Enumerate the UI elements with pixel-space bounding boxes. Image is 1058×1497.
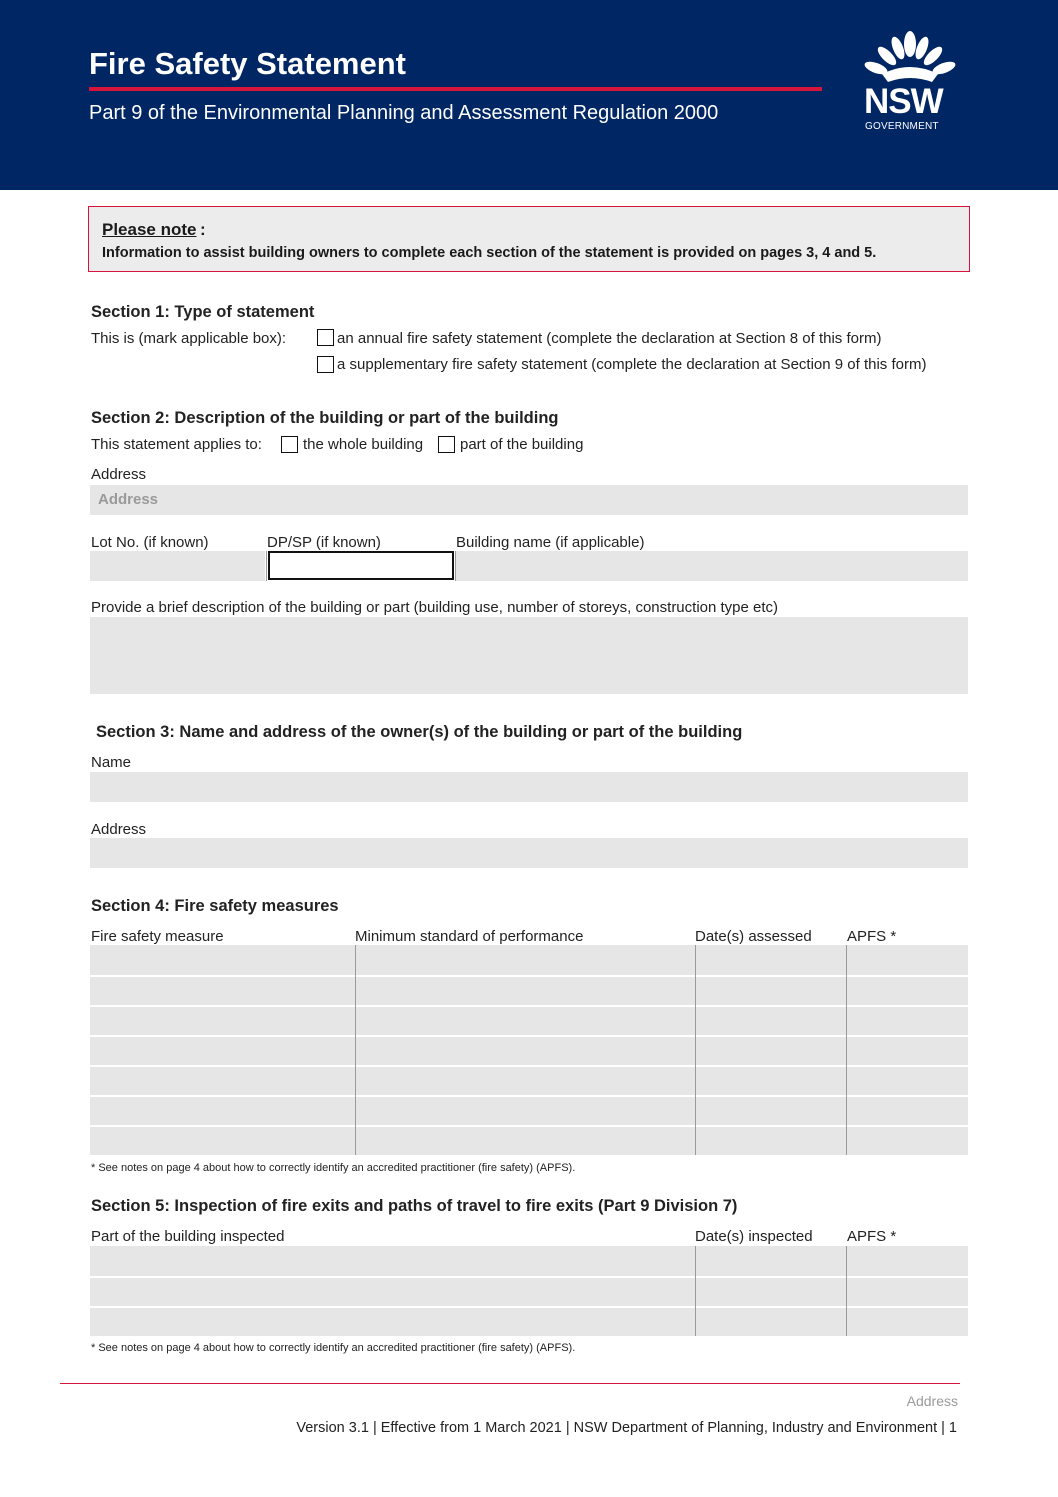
building-name-input[interactable]: [456, 551, 968, 581]
field-divider: [266, 551, 267, 581]
table-row-divider: [90, 1306, 968, 1308]
part-building-label: part of the building: [460, 436, 584, 453]
column-header: Date(s) inspected: [695, 1228, 813, 1245]
table-row-divider: [90, 1035, 968, 1037]
table-column-divider: [846, 945, 847, 1155]
lot-number-label: Lot No. (if known): [91, 534, 209, 551]
building-description-textarea[interactable]: [90, 617, 968, 694]
footer-address-placeholder: Address: [906, 1393, 958, 1409]
fire-exits-inspection-table[interactable]: [90, 1246, 968, 1336]
section2-heading: Section 2: Description of the building or part of the building: [91, 409, 559, 427]
footer-version-text: Version 3.1 | Effective from 1 March 2021 | NSW Department of Planning, Industry and Environment | 1: [296, 1420, 957, 1436]
nsw-government-logo: [862, 30, 958, 134]
column-header: APFS *: [847, 928, 897, 945]
owner-address-input[interactable]: [90, 838, 968, 868]
whole-building-label: the whole building: [303, 436, 424, 453]
table-row-divider: [90, 1276, 968, 1278]
table-column-divider: [846, 1246, 847, 1336]
building-name-label: Building name (if applicable): [456, 534, 645, 551]
column-header: Date(s) assessed: [695, 928, 812, 945]
building-address-placeholder: Address: [98, 491, 159, 508]
lot-number-input[interactable]: [90, 551, 265, 581]
section1-heading: Section 1: Type of statement: [91, 303, 315, 321]
note-colon: :: [200, 220, 206, 239]
table-column-divider: [695, 1246, 696, 1336]
logo-text: NSW: [864, 82, 943, 121]
logo-subtext: GOVERNMENT: [865, 121, 939, 132]
fire-safety-measures-table[interactable]: [90, 945, 968, 1155]
description-label: Provide a brief description of the building or part (building use, number of storeys, construction type etc): [91, 599, 779, 616]
table-row-divider: [90, 975, 968, 977]
section5-heading: Section 5: Inspection of fire exits and paths of travel to fire exits (Part 9 Division 7): [91, 1197, 738, 1215]
title-underline: [89, 87, 822, 91]
supplementary-statement-checkbox[interactable]: [317, 356, 334, 373]
please-note-box: [88, 206, 970, 272]
annual-statement-label: an annual fire safety statement (complete the declaration at Section 8 of this form): [337, 330, 882, 347]
footer-rule: [60, 1383, 960, 1384]
whole-building-checkbox[interactable]: [281, 436, 298, 453]
dpsp-label: DP/SP (if known): [267, 534, 381, 551]
column-header: Part of the building inspected: [91, 1228, 285, 1245]
section4-footnote: * See notes on page 4 about how to correctly identify an accredited practitioner (fire safety) (APFS).: [91, 1162, 576, 1174]
annual-statement-checkbox[interactable]: [317, 329, 334, 346]
supplementary-statement-label: a supplementary fire safety statement (complete the declaration at Section 9 of this form): [337, 356, 927, 373]
note-body: Information to assist building owners to complete each section of the statement is provided on pages 3, 4 and 5.: [102, 245, 877, 261]
section5-footnote: * See notes on page 4 about how to correctly identify an accredited practitioner (fire safety) (APFS).: [91, 1342, 576, 1354]
page-subtitle: Part 9 of the Environmental Planning and Assessment Regulation 2000: [89, 102, 719, 124]
note-heading: Please note: [102, 220, 197, 239]
building-address-input[interactable]: [90, 485, 968, 515]
table-row-divider: [90, 1095, 968, 1097]
building-address-label: Address: [91, 466, 147, 483]
table-row-divider: [90, 1005, 968, 1007]
dpsp-input[interactable]: [268, 551, 454, 580]
applies-to-label: This statement applies to:: [91, 436, 262, 453]
owner-name-label: Name: [91, 754, 132, 771]
column-header: Fire safety measure: [91, 928, 224, 945]
part-building-checkbox[interactable]: [438, 436, 455, 453]
owner-address-label: Address: [91, 821, 147, 838]
column-header: APFS *: [847, 1228, 897, 1245]
table-row-divider: [90, 1065, 968, 1067]
table-column-divider: [355, 945, 356, 1155]
page-title: Fire Safety Statement: [89, 46, 406, 81]
section1-prompt: This is (mark applicable box):: [91, 330, 287, 347]
table-column-divider: [695, 945, 696, 1155]
section3-heading: Section 3: Name and address of the owner(s) of the building or part of the building: [96, 723, 743, 741]
column-header: Minimum standard of performance: [355, 928, 584, 945]
waratah-icon: [862, 30, 958, 84]
owner-name-input[interactable]: [90, 772, 968, 802]
table-row-divider: [90, 1125, 968, 1127]
section4-heading: Section 4: Fire safety measures: [91, 897, 339, 915]
